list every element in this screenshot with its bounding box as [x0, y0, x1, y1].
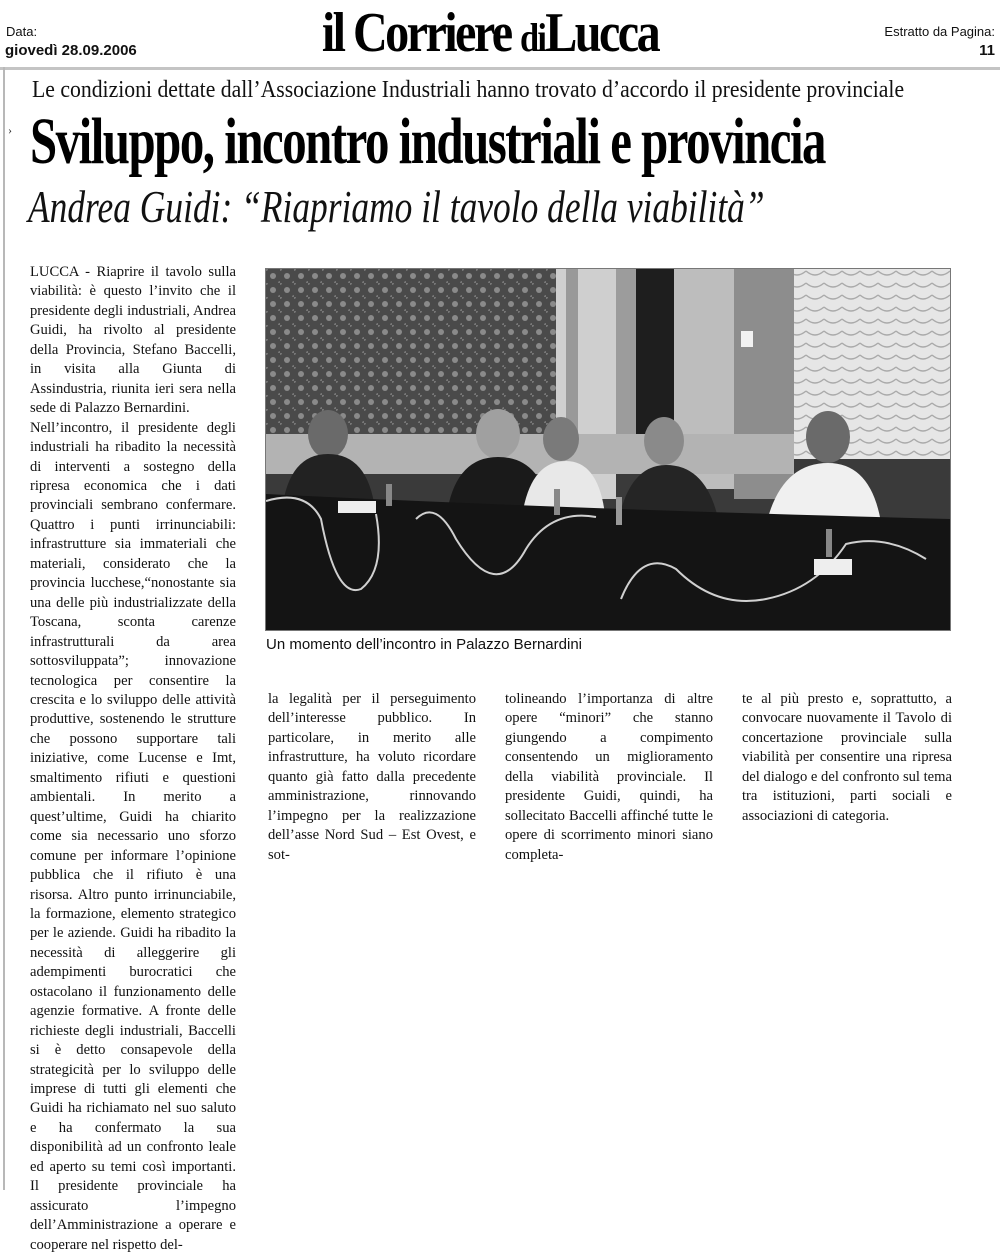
meeting-photo-illustration: [266, 269, 950, 630]
photo-caption: Un momento dell’incontro in Palazzo Bernardini: [266, 636, 582, 653]
article-subtitle: Andrea Guidi: “Riapriamo il tavolo della viabilità”: [28, 181, 765, 232]
masthead-main: il Corriere: [321, 2, 511, 64]
page-label: Estratto da Pagina:: [884, 24, 995, 39]
left-border: [3, 67, 5, 1190]
date-value: giovedì 28.09.2006: [5, 42, 137, 59]
article-photo: [265, 268, 951, 631]
article-column-left: [30, 263, 236, 1255]
header-divider: [0, 67, 1000, 70]
article-kicker: Le condizioni dettate dall’Associazione Industriali hanno trovato d’accordo il presidente provinciale: [32, 77, 905, 103]
masthead-city: Lucca: [545, 2, 659, 64]
paragraph: tolineando l’importanza di altre opere “minori” che stanno giungendo a compimento consentendo un miglioramento della viabilità provinciale. Il presidente Guidi, quindi, ha sollecitato Baccelli affinché tutte le opere di scorrimento minori siano completa-: [505, 691, 713, 863]
masthead-di: di: [520, 15, 546, 60]
paragraph: te al più presto e, soprattutto, a convocare nuovamente il Tavolo di concertazione provinciale sulla viabilità per consentire una ripresa del dialogo e del confronto sul tema tra istituzioni, parti sociali e associazioni di categoria.: [742, 691, 952, 824]
masthead-logo: [309, 0, 670, 66]
tapestry-wall: [266, 269, 556, 439]
article-column-2: [268, 690, 476, 865]
date-label: Data:: [6, 24, 38, 39]
article-column-4: [742, 690, 952, 826]
article-headline: Sviluppo, incontro industriali e provincia: [30, 105, 826, 178]
paragraph: LUCCA - Riaprire il tavolo sulla viabilità: è questo l’invito che il presidente degli industriali, Andrea Guidi, ha rivolto al presidente della Provincia, Stefano Baccelli, in visita alla Giunta di Assindustria, riunita ieri sera nella sede di Palazzo Bernardini.: [30, 264, 236, 417]
paragraph: la legalità per il perseguimento dell’interesse pubblico. In particolare, in merito alle infrastrutture, ha voluto ricordare quanto già fatto dalla precedente amministrazione, rinnovando l’impegno per la realizzazione dell’asse Nord Sud – Est Ovest, e sot-: [268, 691, 476, 863]
margin-mark-icon: ›: [8, 123, 12, 137]
article-column-3: [505, 690, 713, 865]
paragraph: Nell’incontro, il presidente degli industriali ha ribadito la necessità di interventi a sostegno della ripresa economica che i dati provinciali sembrano confermare. Quattro i punti irrinunciabili: infrastrutture sia immateriali che materiali, considerato che la provincia lucchese,“nonostante sia una delle più industrializzate della Toscana, sconta carenze infrastrutturali da area sottosviluppata”; innovazione tecnologica per consentire la crescita e lo sviluppo delle attività produttive, sostenendo le strutture che possono supportare tali iniziative, come Lucense e Imt, smaltimento rifiuti e questioni ambientali. In merito a quest’ultime, Guidi ha chiarito come sia necessario uno sforzo comune per informare l’opinione pubblica che il rifiuto è una risorsa. Altro punto irrinunciabile, la formazione, elemento strategico per le aziende. Guidi ha ribadito la necessità di alleggerire gli adempimenti burocratici che ostacolano il funzionamento delle agenzie formative. A fronte delle richieste degli industriali, Baccelli si è detto consapevole della strategicità per lo sviluppo delle imprese di tutti gli elementi che Guidi ha richiamato nel suo saluto e ha confermato la sua disponibilità ad un confronto leale ed aperto su temi così importanti. Il presidente provinciale ha assicurato l’impegno dell’Amministrazione a operare e cooperare nel rispetto del-: [30, 419, 236, 1253]
page-number: 11: [979, 42, 995, 59]
